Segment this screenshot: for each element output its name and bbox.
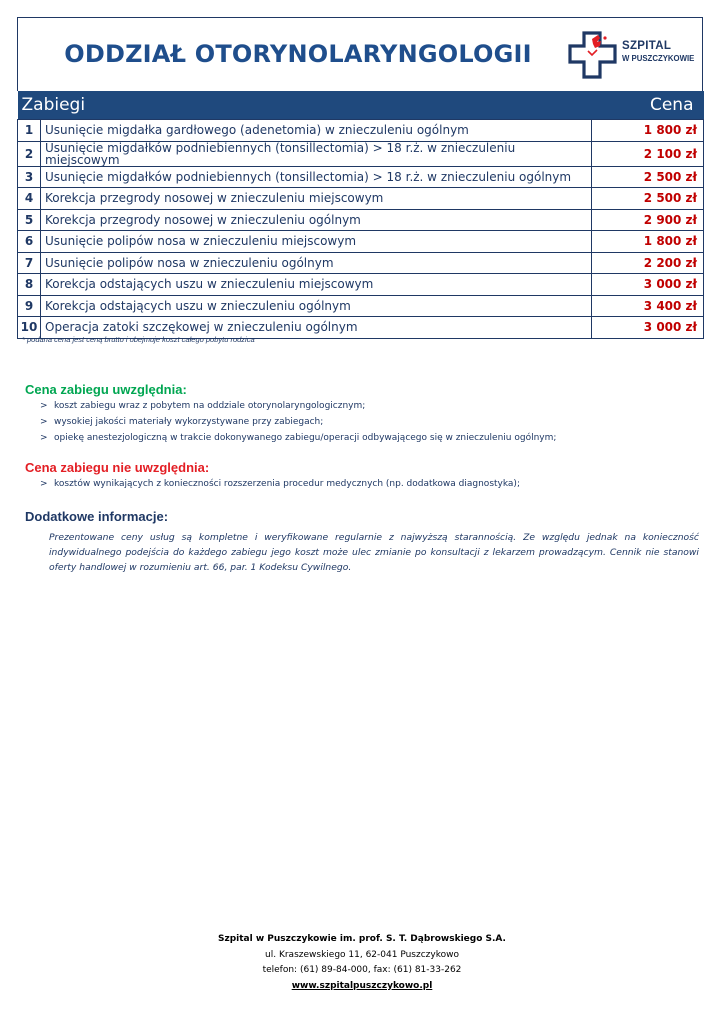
bullet-arrow-icon: >	[40, 417, 48, 427]
footer-phone: telefon: (61) 89-84-000, fax: (61) 81-33-262	[262, 965, 462, 975]
procedure-name: Korekcja odstających uszu w znieczuleniu ogólnym	[41, 295, 592, 317]
logo-text	[622, 41, 694, 62]
cross-logo-icon	[567, 29, 619, 81]
list-item	[40, 476, 520, 492]
list-item-text: koszt zabiegu wraz z pobytem na oddziale otorynolaryngologicznym;	[54, 401, 366, 411]
table-row	[18, 231, 704, 253]
procedure-price: 3 400 zł	[592, 295, 704, 317]
row-number: 10	[18, 317, 41, 339]
procedure-price: 3 000 zł	[592, 317, 704, 339]
footer-org: Szpital w Puszczykowie im. prof. S. T. Dąbrowskiego S.A.	[218, 934, 506, 944]
column-header-price: Cena	[592, 91, 704, 120]
excluded-title: Cena zabiegu nie uwzględnia:	[25, 460, 210, 475]
list-item-text: wysokiej jakości materiały wykorzystywane przy zabiegach;	[54, 417, 324, 427]
procedure-name: Korekcja odstających uszu w znieczuleniu miejscowym	[41, 274, 592, 296]
procedure-name: Usunięcie migdałka gardłowego (adenetomia) w znieczuleniu ogólnym	[41, 120, 592, 142]
procedure-price: 2 500 zł	[592, 166, 704, 188]
list-item	[40, 414, 556, 430]
row-number: 9	[18, 295, 41, 317]
list-item	[40, 398, 556, 414]
row-number: 3	[18, 166, 41, 188]
table-row	[18, 252, 704, 274]
procedure-name: Usunięcie migdałków podniebiennych (tonsillectomia) > 18 r.ż. w znieczuleniu miejscowym	[41, 141, 592, 166]
column-header-procedure: Zabiegi	[18, 91, 592, 120]
footer	[0, 932, 724, 994]
row-number: 4	[18, 188, 41, 210]
table-header-row	[18, 91, 704, 120]
row-number: 5	[18, 209, 41, 231]
info-text: Prezentowane ceny usług są kompletne i weryfikowane regularnie z najwyższą starannością. Ze względu jednak na konieczność indywidualnego podejścia do każdego zabiegu jego koszt może ulec zmianie po konsultacji z lekarzem prowadzącym. Cennik nie stanowi oferty handlowej w rozumieniu art. 66, par. 1 Kodeksu Cywilnego.	[49, 532, 699, 573]
procedure-name: Korekcja przegrody nosowej w znieczuleniu miejscowym	[41, 188, 592, 210]
list-item-text: kosztów wynikających z konieczności rozszerzenia procedur medycznych (np. dodatkowa diagnostyka);	[54, 479, 520, 489]
row-number: 8	[18, 274, 41, 296]
procedure-price: 2 100 zł	[592, 141, 704, 166]
table-row	[18, 141, 704, 166]
row-number: 2	[18, 141, 41, 166]
table-row	[18, 188, 704, 210]
logo-line-2: W PUSZCZYKOWIE	[622, 53, 695, 63]
page-title: ODDZIAŁ OTORYNOLARYNGOLOGII	[64, 40, 532, 68]
included-list	[40, 398, 556, 446]
row-number: 1	[18, 120, 41, 142]
list-item-text: opiekę anestezjologiczną w trakcie dokonywanego zabiegu/operacji odbywającego się w znieczuleniu ogólnym;	[54, 433, 557, 443]
procedure-price: 2 200 zł	[592, 252, 704, 274]
excluded-list	[40, 476, 520, 492]
bullet-arrow-icon: >	[40, 401, 48, 411]
included-title: Cena zabiegu uwzględnia:	[25, 382, 187, 397]
procedure-name: Korekcja przegrody nosowej w znieczuleniu ogólnym	[41, 209, 592, 231]
table-row	[18, 274, 704, 296]
footer-address: ul. Kraszewskiego 11, 62-041 Puszczykowo	[265, 949, 459, 960]
price-table	[17, 91, 704, 339]
table-row	[18, 209, 704, 231]
row-number: 6	[18, 231, 41, 253]
procedure-name: Usunięcie migdałków podniebiennych (tonsillectomia) > 18 r.ż. w znieczuleniu ogólnym	[41, 166, 592, 188]
info-title: Dodatkowe informacje:	[25, 509, 169, 524]
row-number: 7	[18, 252, 41, 274]
table-row	[18, 120, 704, 142]
logo-line-1: SZPITAL	[622, 40, 672, 52]
table-row	[18, 166, 704, 188]
procedure-price: 2 500 zł	[592, 188, 704, 210]
procedure-name: Operacja zatoki szczękowej w znieczuleniu ogólnym	[41, 317, 592, 339]
procedure-price: 1 800 zł	[592, 231, 704, 253]
procedure-price: 2 900 zł	[592, 209, 704, 231]
header-box	[17, 17, 703, 91]
price-footnote: * podana cena jest ceną brutto i obejmuje koszt całego pobytu rodzica	[22, 335, 255, 344]
procedure-name: Usunięcie polipów nosa w znieczuleniu ogólnym	[41, 252, 592, 274]
footer-website-link[interactable]: www.szpitalpuszczykowo.pl	[291, 980, 433, 991]
procedure-name: Usunięcie polipów nosa w znieczuleniu miejscowym	[41, 231, 592, 253]
bullet-arrow-icon: >	[40, 479, 48, 489]
procedure-price: 3 000 zł	[592, 274, 704, 296]
list-item	[40, 430, 556, 446]
table-row	[18, 295, 704, 317]
bullet-arrow-icon: >	[40, 433, 48, 443]
procedure-price: 1 800 zł	[592, 120, 704, 142]
hospital-logo	[567, 29, 707, 81]
